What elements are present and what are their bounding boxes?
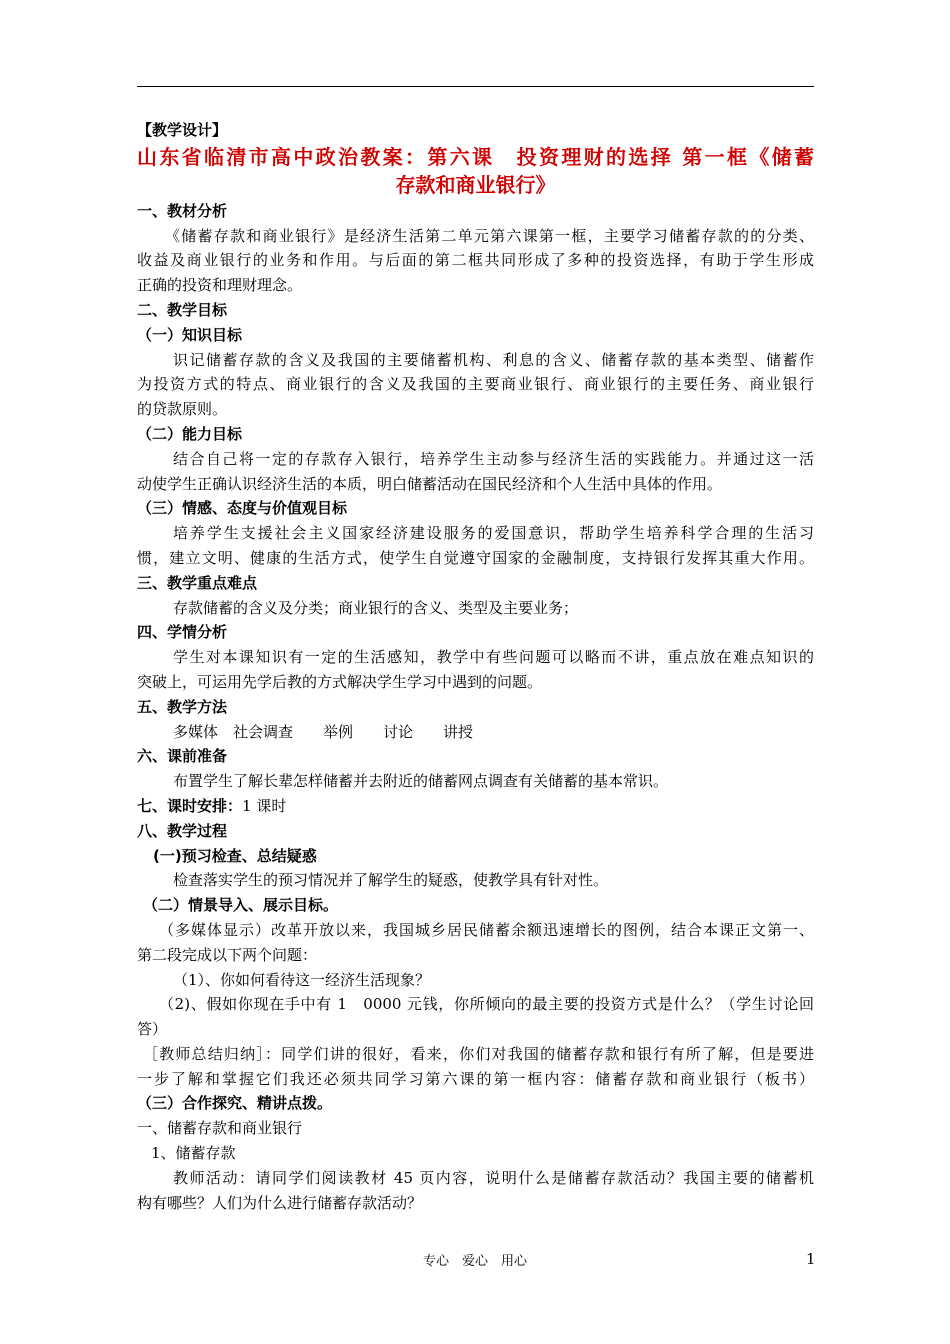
paragraph-line: 的贷款原则。 (137, 400, 228, 419)
paragraph-line: ［教师总结归纳］：同学们讲的很好，看来，你们对我国的储蓄存款和银行有所了解，但是要进 (143, 1044, 814, 1063)
paragraph-line: 教师活动：请同学们阅读教材 45 页内容，说明什么是储蓄存款活动？我国主要的储蓄机 (173, 1168, 814, 1187)
section-heading: 一、教材分析 (137, 201, 228, 220)
subsection-heading: （三）合作探究、精讲点拨。 (137, 1094, 333, 1113)
section-heading: 四、学情分析 (137, 623, 228, 642)
section-heading: 八、教学过程 (137, 821, 228, 840)
paragraph-line: （多媒体显示）改革开放以来，我国城乡居民储蓄余额迅速增长的图例，结合本课正文第一、 (159, 920, 814, 939)
paragraph-line: 1、储蓄存款 (151, 1144, 236, 1163)
subsection-heading: (一)预习检查、总结疑惑 (153, 846, 317, 865)
document-title-line1: 山东省临清市高中政治教案：第六课 投资理财的选择 第一框《储蓄 (137, 144, 814, 169)
paragraph-line: 第二段完成以下两个问题： (137, 945, 318, 964)
section-heading-inline (137, 794, 814, 819)
section-heading: 二、教学目标 (137, 300, 228, 319)
paragraph-line: 一、储蓄存款和商业银行 (137, 1119, 303, 1138)
class-hours-value: 1 课时 (242, 796, 287, 815)
paragraph-line: 培养学生支援社会主义国家经济建设服务的爱国意识，帮助学生培养科学合理的生活习 (173, 524, 814, 543)
section-heading: 六、课前准备 (137, 747, 228, 766)
paragraph-line: 《储蓄存款和商业银行》是经济生活第二单元第六课第一框，主要学习储蓄存款的的分类、 (165, 226, 814, 245)
subsection-heading: （二）能力目标 (137, 424, 243, 443)
header-tag: 【教学设计】 (137, 121, 228, 139)
header-rule (137, 86, 814, 87)
section-heading: 五、教学方法 (137, 697, 228, 716)
paragraph-line: 布置学生了解长辈怎样储蓄并去附近的储蓄网点调查有关储蓄的基本常识。 (173, 772, 669, 791)
paragraph-line: 突破上，可运用先学后教的方式解决学生学习中遇到的问题。 (137, 672, 543, 691)
question-line: （2)、假如你现在手中有 1 0000 元钱，你所倾向的最主要的投资方式是什么？（学生讨论回 (159, 995, 814, 1014)
paragraph-line: 为投资方式的特点、商业银行的含义及我国的主要商业银行、商业银行的主要任务、商业银行 (137, 375, 814, 394)
question-line: 答） (137, 1020, 168, 1039)
paragraph-line: 检查落实学生的预习情况并了解学生的疑惑，使教学具有针对性。 (173, 871, 609, 890)
page-number: 1 (806, 1250, 816, 1268)
paragraph-line: 收益及商业银行的业务和作用。与后面的第二框共同形成了多种的投资选择，有助于学生形成 (137, 251, 814, 270)
document-title-line2: 存款和商业银行》 (395, 172, 556, 197)
section-heading: 三、教学重点难点 (137, 573, 258, 592)
paragraph-line: 识记储蓄存款的含义及我国的主要储蓄机构、利息的含义、储蓄存款的基本类型、储蓄作 (173, 350, 814, 369)
question-line: （1）、你如何看待这一经济生活现象？ (173, 970, 431, 989)
paragraph-line: 惯，建立文明、健康的生活方式，使学生自觉遵守国家的金融制度，支持银行发挥其重大作用。 (137, 548, 814, 567)
paragraph-line: 构有哪些？人们为什么进行储蓄存款活动？ (137, 1193, 423, 1212)
subsection-heading: （一）知识目标 (137, 325, 243, 344)
subsection-heading: （三）情感、态度与价值观目标 (137, 499, 348, 518)
section-heading: 七、课时安排： (137, 796, 243, 815)
document-body (137, 118, 814, 1215)
paragraph-line: 结合自己将一定的存款存入银行，培养学生主动参与经济生活的实践能力。并通过这一活 (173, 449, 814, 468)
paragraph-line: 一步了解和掌握它们我还必须共同学习第六课的第一框内容：储蓄存款和商业银行（板书） (137, 1069, 814, 1088)
footer-motto: 专心 爱心 用心 (422, 1254, 527, 1269)
paragraph-line: 学生对本课知识有一定的生活感知，教学中有些问题可以略而不讲，重点放在难点知识的 (173, 648, 814, 667)
subsection-heading: （二）情景导入、展示目标。 (143, 896, 339, 915)
paragraph-line: 存款储蓄的含义及分类；商业银行的含义、类型及主要业务； (173, 598, 579, 617)
paragraph-line: 动使学生正确认识经济生活的本质，明白储蓄活动在国民经济和个人生活中具体的作用。 (137, 474, 723, 493)
paragraph-line: 多媒体 社会调查 举例 讨论 讲授 (173, 722, 474, 741)
paragraph-line: 正确的投资和理财理念。 (137, 276, 303, 295)
